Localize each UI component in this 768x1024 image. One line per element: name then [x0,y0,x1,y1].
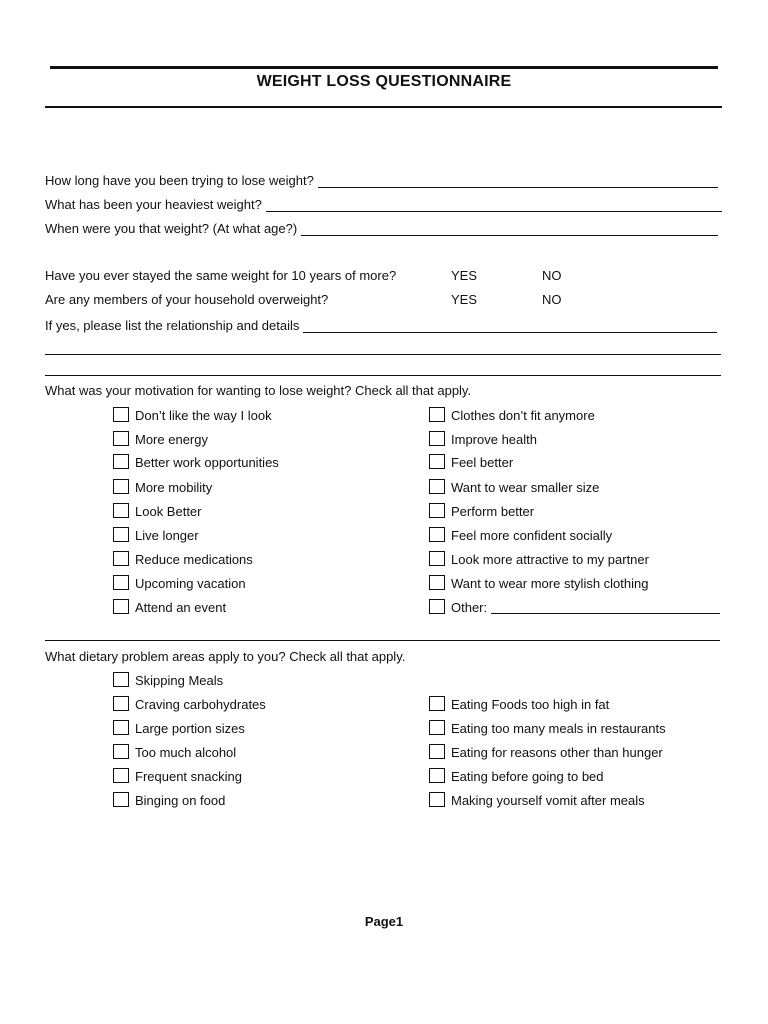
motivation-option[interactable] [429,408,595,423]
motivation-option[interactable] [113,480,212,495]
question-how-long-label: How long have you been trying to lose weight? [45,173,314,188]
page-title: WEIGHT LOSS QUESTIONNAIRE [256,73,512,90]
option-label: Attend an event [135,600,227,615]
motivation-option[interactable] [429,432,537,447]
option-label: Eating Foods too high in fat [451,697,610,712]
page-number: Page1 [364,914,404,929]
header-bottom-rule [45,106,722,108]
question-how-long [45,170,718,188]
same-weight-yes[interactable]: YES [451,268,478,283]
dietary-option[interactable] [429,793,645,808]
question-heaviest-label: What has been your heaviest weight? [45,197,262,212]
option-label: Better work opportunities [135,455,279,470]
question-when [45,218,718,236]
checkbox[interactable] [113,503,129,518]
motivation-option[interactable] [113,528,199,543]
checkbox[interactable] [113,599,129,614]
checkbox[interactable] [113,696,129,711]
checkbox[interactable] [113,527,129,542]
question-same-weight: Have you ever stayed the same weight for 10 years of more? [45,268,397,283]
checkbox[interactable] [429,696,445,711]
header-top-rule [50,66,718,69]
question-household: Are any members of your household overweight? [45,292,329,307]
dietary-option[interactable] [113,769,242,784]
option-label: Want to wear more stylish clothing [451,576,649,591]
question-list [45,315,717,333]
checkbox[interactable] [113,672,129,687]
list-answer-line-2[interactable] [45,354,721,355]
option-label: Too much alcohol [135,745,237,760]
motivation-option[interactable] [429,480,599,495]
motivation-option[interactable] [113,455,279,470]
option-label: Reduce medications [135,552,253,567]
option-label: Other: [451,600,488,615]
checkbox[interactable] [429,551,445,566]
question-when-label: When were you that weight? (At what age?) [45,221,298,236]
option-label: Eating before going to bed [451,769,604,784]
option-label: More energy [135,432,208,447]
household-no[interactable]: NO [542,292,562,307]
motivation-heading: What was your motivation for wanting to lose weight? Check all that apply. [45,383,472,398]
option-label: More mobility [135,480,213,495]
checkbox[interactable] [113,431,129,446]
motivation-option[interactable] [113,552,253,567]
option-label: Frequent snacking [135,769,242,784]
checkbox[interactable] [429,503,445,518]
checkbox[interactable] [429,720,445,735]
dietary-option[interactable] [113,793,225,808]
motivation-option[interactable] [429,528,612,543]
option-label: Eating too many meals in restaurants [451,721,666,736]
option-label: Look Better [135,504,202,519]
checkbox[interactable] [113,479,129,494]
checkbox[interactable] [429,575,445,590]
other-answer-field[interactable] [491,601,720,614]
checkbox[interactable] [113,744,129,759]
motivation-option[interactable] [429,576,648,591]
option-label: Don’t like the way I look [135,408,272,423]
option-label: Live longer [135,528,199,543]
option-label: Large portion sizes [135,721,245,736]
when-answer-field[interactable] [301,223,718,236]
dietary-option[interactable] [113,673,223,688]
dietary-option[interactable] [113,745,236,760]
list-answer-line-3[interactable] [45,375,721,376]
motivation-option[interactable] [429,552,649,567]
question-heaviest [45,194,722,212]
dietary-option[interactable] [113,721,245,736]
option-label: Binging on food [135,793,226,808]
motivation-option[interactable] [113,408,272,423]
section-divider [45,640,720,641]
checkbox[interactable] [113,768,129,783]
option-label: Upcoming vacation [135,576,246,591]
checkbox[interactable] [113,454,129,469]
checkbox[interactable] [429,527,445,542]
same-weight-no[interactable]: NO [542,268,562,283]
checkbox[interactable] [429,431,445,446]
option-label: Feel better [451,455,514,470]
checkbox[interactable] [113,407,129,422]
option-label: Look more attractive to my partner [451,552,649,567]
checkbox[interactable] [429,792,445,807]
motivation-option[interactable] [113,576,246,591]
heaviest-answer-field[interactable] [266,199,722,212]
dietary-option[interactable] [429,721,666,736]
checkbox[interactable] [113,792,129,807]
question-list-label: If yes, please list the relationship and details [45,318,300,333]
option-label: Clothes don’t fit anymore [451,408,595,423]
motivation-option[interactable] [113,504,202,519]
motivation-option[interactable] [113,432,208,447]
household-yes[interactable]: YES [451,292,478,307]
dietary-option[interactable] [113,697,266,712]
motivation-option[interactable] [113,600,226,615]
dietary-heading: What dietary problem areas apply to you? Check all that apply. [45,649,406,664]
how-long-answer-field[interactable] [318,175,718,188]
checkbox[interactable] [113,575,129,590]
dietary-option[interactable] [429,697,609,712]
option-label: Making yourself vomit after meals [451,793,645,808]
checkbox[interactable] [113,551,129,566]
motivation-option[interactable] [429,504,534,519]
option-label: Craving carbohydrates [135,697,266,712]
checkbox[interactable] [429,744,445,759]
motivation-option[interactable] [429,455,513,470]
checkbox[interactable] [429,407,445,422]
checkbox[interactable] [429,454,445,469]
checkbox[interactable] [113,720,129,735]
dietary-option[interactable] [429,769,604,784]
option-label: Feel more confident socially [451,528,613,543]
option-label: Skipping Meals [135,673,224,688]
dietary-option[interactable] [429,745,663,760]
option-label: Improve health [451,432,537,447]
checkbox[interactable] [429,599,445,614]
option-label: Eating for reasons other than hunger [451,745,663,760]
checkbox[interactable] [429,479,445,494]
option-label: Perform better [451,504,535,519]
checkbox[interactable] [429,768,445,783]
list-answer-field[interactable] [303,320,717,333]
motivation-option-other[interactable] [429,600,720,615]
option-label: Want to wear smaller size [451,480,600,495]
